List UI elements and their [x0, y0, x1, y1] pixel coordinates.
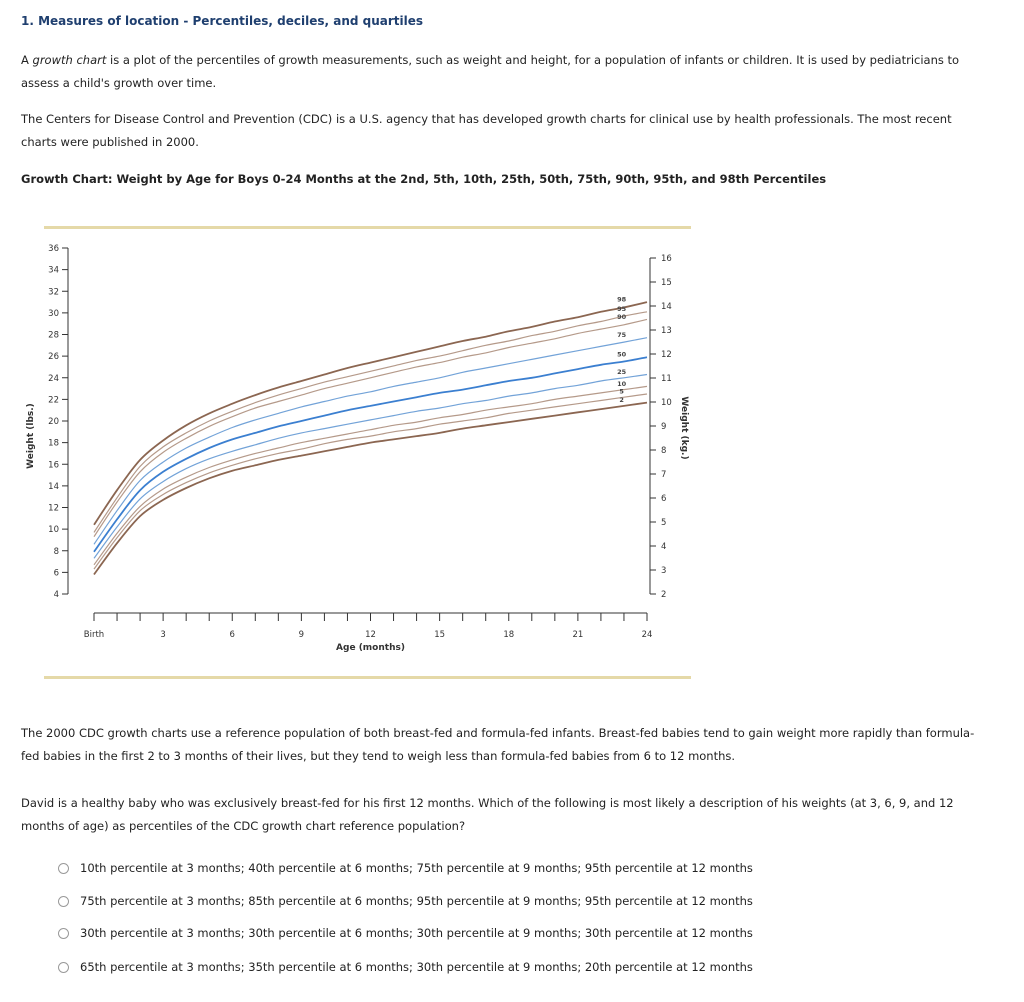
- percentile-label-50: 50: [617, 350, 627, 359]
- percentile-label-2: 2: [619, 396, 624, 405]
- x-tick-label: 18: [503, 630, 515, 640]
- right-tick-label: 2: [661, 590, 667, 600]
- section-heading: 1. Measures of location - Percentiles, deciles, and quartiles: [21, 14, 424, 28]
- left-tick-label: 32: [48, 287, 59, 298]
- left-tick-label: 12: [48, 503, 59, 514]
- percentile-label-90: 90: [617, 312, 627, 321]
- answer-option-label: 75th percentile at 3 months; 85th percentile at 6 months; 95th percentile at 9 months; 95th percentile at 12 months: [80, 894, 753, 908]
- right-tick-label: 8: [661, 446, 667, 456]
- percentile-label-5: 5: [619, 387, 624, 396]
- answer-option-4[interactable]: [58, 956, 753, 978]
- left-tick-label: 30: [48, 308, 59, 319]
- left-tick-label: 6: [53, 568, 59, 579]
- x-axis-title: Age (months): [336, 643, 405, 653]
- x-tick-label: 12: [365, 630, 376, 640]
- left-tick-label: 20: [48, 417, 59, 427]
- right-tick-label: 12: [661, 350, 672, 360]
- percentile-label-95: 95: [617, 305, 627, 314]
- right-tick-label: 11: [661, 374, 672, 384]
- radio-button[interactable]: [58, 863, 69, 874]
- x-tick-label: Birth: [83, 630, 105, 640]
- x-tick-label: 3: [160, 630, 166, 640]
- right-tick-label: 4: [661, 542, 667, 552]
- left-tick-label: 24: [48, 373, 59, 384]
- intro-suffix: is a plot of the percentiles of growth measurements, such as weight and height, for a population of infants or children. It is used by pediatricians to assess a child's growth over time.: [21, 53, 960, 90]
- answer-option-3[interactable]: [58, 922, 753, 944]
- right-tick-label: 16: [661, 254, 672, 264]
- chart-title: Growth Chart: Weight by Age for Boys 0-24 Months at the 2nd, 5th, 10th, 25th, 50th, 75th, 90th, 95th, and 98th Percentiles: [21, 172, 827, 186]
- right-tick-label: 10: [661, 398, 672, 408]
- right-tick-label: 9: [661, 422, 667, 432]
- percentile-label-75: 75: [617, 331, 627, 340]
- left-tick-label: 26: [48, 352, 59, 363]
- answer-option-1[interactable]: [58, 857, 753, 879]
- left-tick-label: 16: [48, 460, 59, 471]
- intro-term: growth chart: [32, 53, 107, 67]
- left-tick-label: 4: [53, 590, 59, 600]
- answer-option-label: 10th percentile at 3 months; 40th percentile at 6 months; 75th percentile at 9 months; 95th percentile at 12 months: [80, 861, 753, 875]
- right-tick-label: 14: [661, 302, 672, 312]
- x-tick-label: 9: [298, 630, 305, 640]
- radio-button[interactable]: [58, 896, 69, 907]
- reference-paragraph: The 2000 CDC growth charts use a reference population of both breast-fed and formula-fed infants. Breast-fed babies tend to gain weight more rapidly than formula-fed babies in the first 2 to 3 months of their lives, but they tend to weigh less than formula-fed babies from 6 to 12 months.: [21, 726, 975, 763]
- growth-chart: [0, 218, 720, 688]
- left-tick-label: 10: [48, 525, 59, 536]
- question-text: David is a healthy baby who was exclusively breast-fed for his first 12 months. Which of the following is most likely a description of his weights (at 3, 6, 9, and 12 months of age) as percentiles of the CDC growth chart reference population?: [21, 796, 954, 833]
- percentile-line-25: [94, 375, 647, 559]
- right-tick-label: 15: [661, 278, 672, 288]
- intro-prefix: A: [21, 53, 33, 67]
- right-tick-label: 5: [661, 518, 667, 528]
- left-tick-label: 36: [48, 244, 59, 254]
- answer-option-2[interactable]: [58, 890, 753, 912]
- top-rule: [44, 226, 691, 229]
- x-tick-label: 24: [641, 630, 653, 640]
- left-axis-title: Weight (lbs.): [26, 403, 36, 469]
- left-tick-label: 22: [48, 395, 59, 406]
- cdc-paragraph: The Centers for Disease Control and Prevention (CDC) is a U.S. agency that has developed growth charts for clinical use by health professionals. The most recent charts were published in 2000.: [21, 112, 952, 149]
- left-tick-label: 14: [48, 481, 59, 492]
- radio-button[interactable]: [58, 962, 69, 973]
- right-tick-label: 13: [661, 326, 672, 336]
- percentile-label-25: 25: [617, 367, 627, 376]
- percentile-line-2: [94, 403, 647, 575]
- percentile-line-75: [94, 338, 647, 545]
- percentile-line-90: [94, 319, 647, 536]
- answer-option-label: 30th percentile at 3 months; 30th percentile at 6 months; 30th percentile at 9 months; 30th percentile at 12 months: [80, 926, 753, 940]
- x-tick-label: 15: [434, 630, 446, 640]
- percentile-label-10: 10: [617, 379, 627, 388]
- percentile-line-95: [94, 312, 647, 533]
- answer-option-label: 65th percentile at 3 months; 35th percentile at 6 months; 30th percentile at 9 months; 20th percentile at 12 months: [80, 960, 753, 974]
- right-tick-label: 6: [661, 494, 667, 504]
- percentile-line-50: [94, 357, 647, 552]
- left-tick-label: 18: [48, 438, 59, 449]
- intro-paragraph: [21, 49, 981, 95]
- x-tick-label: 6: [229, 630, 235, 640]
- percentile-label-98: 98: [617, 295, 627, 304]
- right-tick-label: 3: [661, 566, 667, 576]
- right-tick-label: 7: [661, 470, 667, 480]
- x-tick-label: 21: [572, 630, 584, 640]
- radio-button[interactable]: [58, 928, 69, 939]
- right-axis-title: Weight (kg.): [679, 396, 689, 460]
- left-tick-label: 8: [53, 546, 59, 557]
- left-tick-label: 34: [48, 265, 59, 276]
- percentile-line-10: [94, 386, 647, 564]
- left-tick-label: 28: [48, 330, 59, 341]
- bottom-rule: [44, 676, 691, 679]
